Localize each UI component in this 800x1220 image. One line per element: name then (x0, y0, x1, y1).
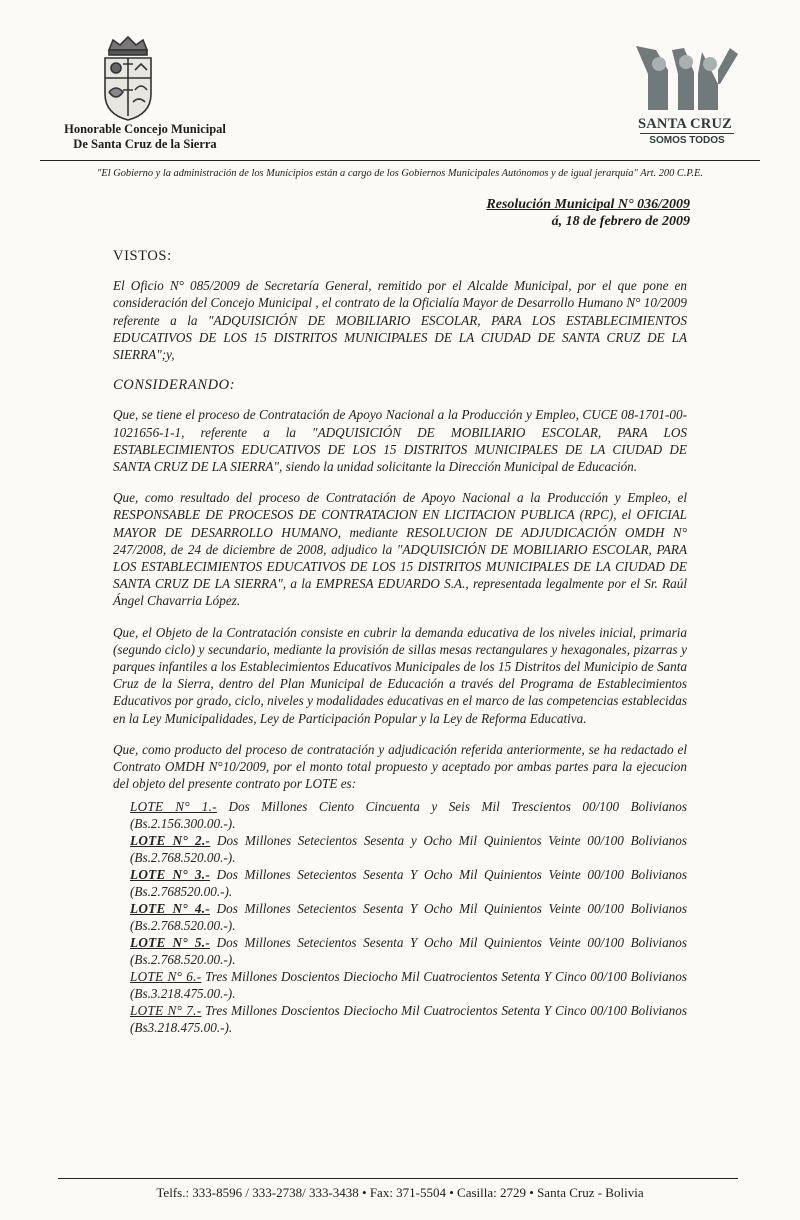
santa-cruz-logo-icon (634, 44, 744, 124)
logo-subtitle: SOMOS TODOS (640, 133, 734, 146)
considerando-paragraph-2: Que, como resultado del proceso de Contratación de Apoyo Nacional a la Producción y Empleo, el RESPONSABLE DE PROCESOS DE CONTRATACION EN LICITACION PUBLICA (RPC), el OFICIAL MAYOR DE DESARROLLO HUMANO, mediante RESOLUCION DE ADJUDICACIÓN OMDH N° 247/2008, de 24 de diciembre de 2008, adjudico la "ADQUISICIÓN DE MOBILIARIO ESCOLAR, PARA LOS ESTABLECIMIENTOS EDUCATIVOS DE LOS 15 DISTRITOS MUNICIPALES DE LA CIUDAD DE SANTA CRUZ DE LA SIERRA", a la EMPRESA EDUARDO S.A., representada legalmente por el Sr. Raúl Ángel Chavarria López. (113, 490, 687, 609)
footer-contact: Telfs.: 333-8596 / 333-2738/ 333-3438 • Fax: 371-5504 • Casilla: 2729 • Santa Cruz - Bolivia (156, 1185, 644, 1200)
lot-text: Dos Millones Setecientos Sesenta y Ocho Mil Quinientos Veinte 00/100 Bolivianos (Bs.2.768.520.00.-). (130, 833, 687, 866)
lot-text: Dos Millones Setecientos Sesenta Y Ocho Mil Quinientos Veinte 00/100 Bolivianos (Bs.2.768.520.00.-). (130, 901, 687, 934)
lot-text: Tres Millones Doscientos Dieciocho Mil Cuatrocientos Setenta Y Cinco 00/100 Bolivianos (Bs3.218.475.00.-). (130, 1003, 687, 1036)
lot-label: LOTE N° 3.- (130, 867, 211, 883)
lot-label: LOTE N° 4.- (130, 901, 211, 917)
lot-item (130, 934, 687, 968)
lot-label: LOTE N° 7.- (130, 1003, 202, 1019)
lot-text: Tres Millones Doscientos Dieciocho Mil Cuatrocientos Setenta Y Cinco 00/100 Bolivianos (Bs.3.218.475.00.-). (130, 969, 687, 1002)
vistos-paragraph: El Oficio N° 085/2009 de Secretaría General, remitido por el Alcalde Municipal, por el que pone en consideración del Concejo Municipal , el contrato de la Oficialía Mayor de Desarrollo Humano N° 10/2009 referente a la "ADQUISICIÓN DE MOBILIARIO ESCOLAR, PARA LOS ESTABLECIMIENTOS EDUCATIVOS DE LOS 15 DISTRITOS MUNICIPALES DE LA CIUDAD DE SANTA CRUZ DE LA SIERRA";y, (113, 278, 687, 363)
logo-title: SANTA CRUZ (638, 116, 732, 132)
lot-label: LOTE N° 1.- (130, 799, 217, 815)
lot-text: Dos Millones Setecientos Sesenta Y Ocho Mil Quinientos Veinte 00/100 Bolivianos (Bs.2.768520.00.-). (130, 867, 687, 900)
coat-of-arms-icon (95, 32, 161, 122)
footer-divider (58, 1178, 738, 1179)
vistos-heading: VISTOS: (113, 248, 172, 264)
lot-item (130, 866, 687, 900)
lot-text: Dos Millones Ciento Cincuenta y Seis Mil Trescientos 00/100 Bolivianos (Bs.2.156.300.00.-). (130, 799, 687, 832)
lot-text: Dos Millones Setecientos Sesenta Y Ocho Mil Quinientos Veinte 00/100 Bolivianos (Bs.2.768.520.00.-). (130, 935, 687, 968)
document-body (113, 248, 687, 1036)
council-name (40, 122, 250, 152)
lot-label: LOTE N° 5.- (130, 935, 211, 951)
considerando-heading: CONSIDERANDO: (113, 377, 236, 394)
resolution-block (486, 196, 690, 230)
lot-item (130, 968, 687, 1002)
header-divider (40, 160, 760, 161)
lot-item (130, 832, 687, 866)
lot-item (130, 1002, 687, 1036)
resolution-date: á, 18 de febrero de 2009 (551, 214, 690, 229)
constitution-quote: "El Gobierno y la administración de los Municipios están a cargo de los Gobiernos Municipales Autónomos y de igual jerarquía" Art. 200 C.P.E. (97, 168, 703, 179)
considerando-paragraph-1: Que, se tiene el proceso de Contratación de Apoyo Nacional a la Producción y Empleo, CUCE 08-1701-00-1021656-1-1, referente a la "ADQUISICIÓN DE MOBILIARIO ESCOLAR, PARA LOS ESTABLECIMIENTOS EDUCATIVOS DE LOS 15 DISTRITOS MUNICIPALES DE LA CIUDAD DE SANTA CRUZ DE LA SIERRA", siendo la unidad solicitante la Dirección Municipal de Educación. (113, 407, 687, 475)
lot-label: LOTE N° 6.- (130, 969, 202, 985)
lot-label: LOTE N° 2.- (130, 833, 211, 849)
council-line-2: De Santa Cruz de la Sierra (73, 137, 217, 151)
lot-item (130, 900, 687, 934)
lot-item (130, 798, 687, 832)
lot-list (130, 798, 687, 1036)
resolution-number: Resolución Municipal N° 036/2009 (486, 197, 690, 212)
considerando-paragraph-4: Que, como producto del proceso de contratación y adjudicación referida anteriormente, se ha redactado el Contrato OMDH N°10/2009, por el monto total propuesto y aceptado por ambas partes para la ejecucion del objeto del presente contrato por LOTE es: (113, 741, 687, 792)
council-line-1: Honorable Concejo Municipal (64, 122, 226, 136)
considerando-paragraph-3: Que, el Objeto de la Contratación consiste en cubrir la demanda educativa de los niveles inicial, primaria (segundo ciclo) y secundario, mediante la provisión de sillas mesas rectangulares y hexagonales, pizarras y parques infantiles a los Establecimientos Educativos Municipales de los 15 Distritos del Municipio de Santa Cruz de la Sierra, dentro del Plan Municipal de Educación a través del Programa de Establecimientos Educativos por grado, ciclo, niveles y modalidades educativas en el marco de las competencias establecidas en la Ley Municipalidades, Ley de Participación Popular y la Ley de Reforma Educativa. (113, 624, 687, 726)
